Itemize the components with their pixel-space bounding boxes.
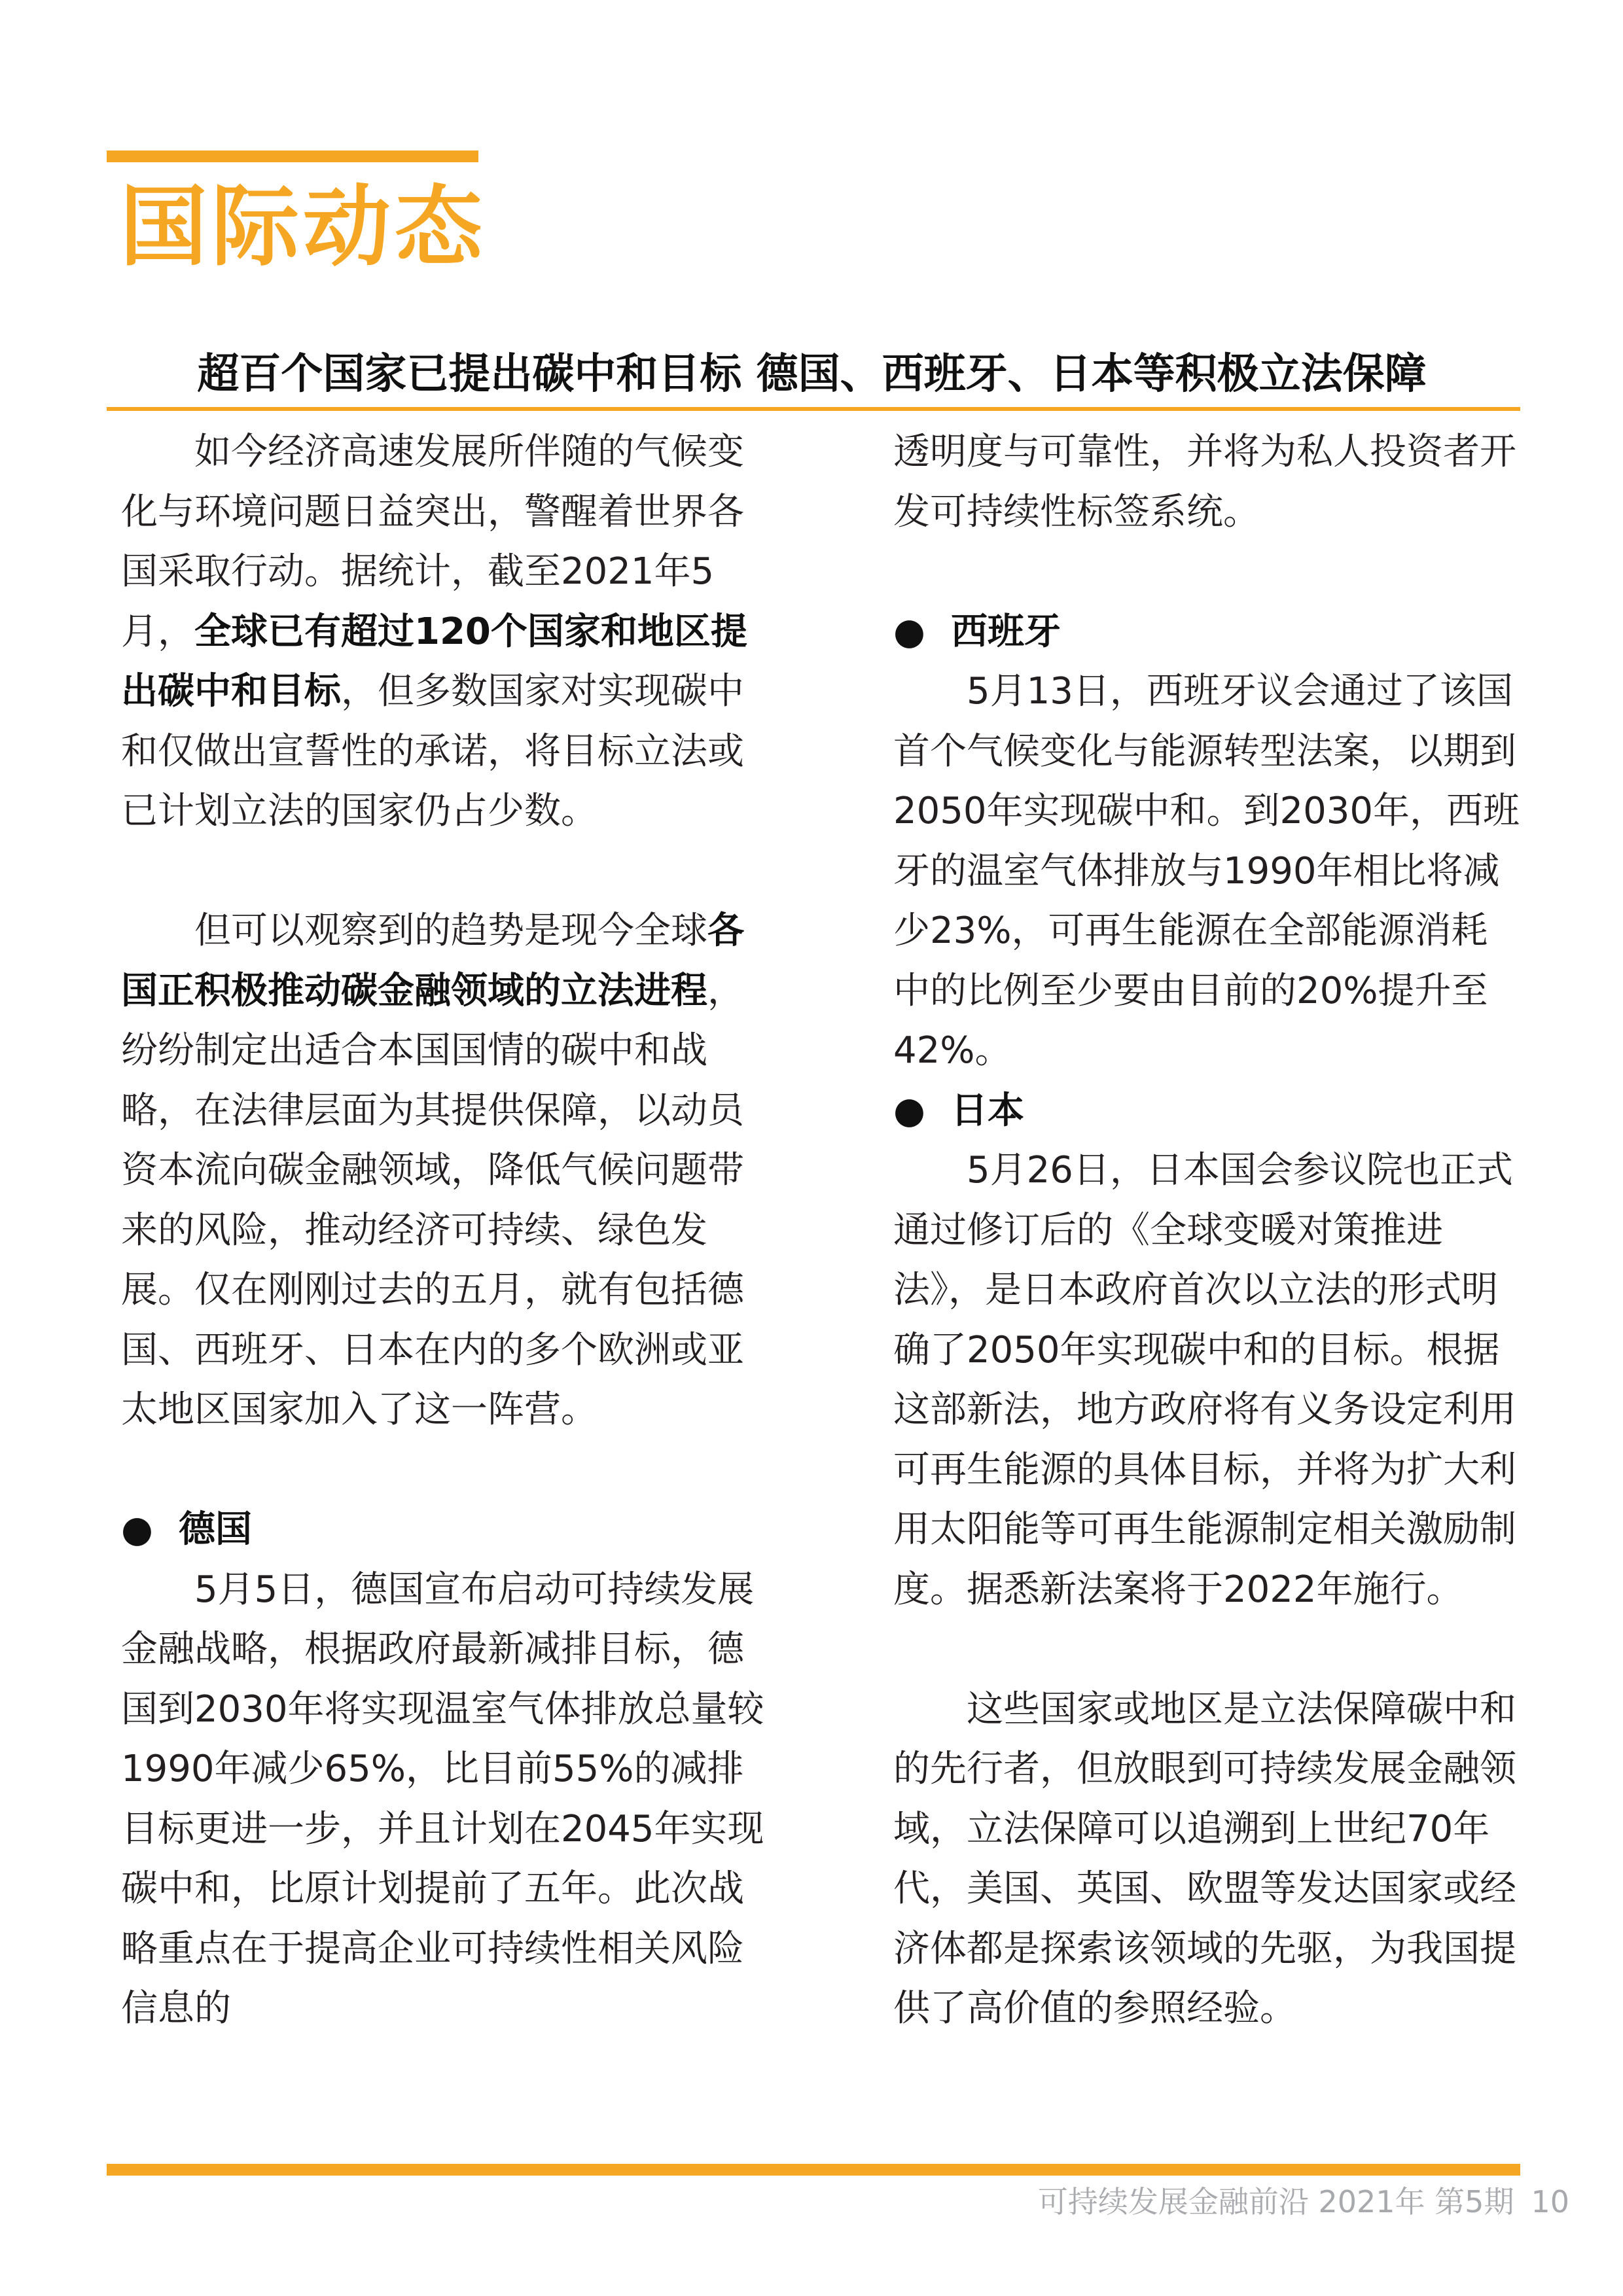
highlight-text: 全球已有超过120个国家和地区提出碳中和目标 — [121, 610, 747, 713]
paragraph-trend: 但可以观察到的趋势是现今全球各国正积极推动碳金融领域的立法进程，纷纷制定出适合本国国情的碳中和战略，在法律层面为其提供保障，以动员资本流向碳金融领域，降低气候问题带来的风险，推动经济可持续、绿色发展。仅在刚刚过去的五月，就有包括德国、西班牙、日本在内的多个欧洲或亚太地区国家加入了这一阵营。 — [121, 910, 744, 1431]
bullet-germany: ● 德国 — [121, 1500, 779, 1560]
title-accent-bar — [107, 150, 478, 162]
headline-divider — [107, 407, 1520, 411]
publication-name: 可持续发展金融前沿 2021年 第5期 — [1037, 2184, 1514, 2219]
page-footer — [1038, 2179, 1569, 2225]
bullet-japan: ● 日本 — [893, 1081, 1522, 1141]
paragraph-spain: 5月13日，西班牙议会通过了该国首个气候变化与能源转型法案，以期到2050年实现碳中和。到2030年，西班牙的温室气体排放与1990年相比将减少23%，可再生能源在全部能源消耗中的比例至少要由目前的20%提升至42%。 — [893, 670, 1520, 1072]
paragraph-japan: 5月26日，日本国会参议院也正式通过修订后的《全球变暖对策推进法》，是日本政府首次以立法的形式明确了2050年实现碳中和的目标。根据这部新法，地方政府将有义务设定利用可再生能源的具体目标，并将为扩大利用太阳能等可再生能源制定相关激励制度。据悉新法案将于2022年施行。 — [893, 1149, 1516, 1611]
bullet-icon: ● — [893, 1089, 925, 1132]
footer-divider — [107, 2164, 1520, 2176]
bullet-icon: ● — [121, 1508, 153, 1551]
article-headline: 超百个国家已提出碳中和目标 德国、西班牙、日本等积极立法保障 — [197, 350, 1427, 398]
page-number: 10 — [1531, 2184, 1569, 2219]
paragraph-germany: 5月5日，德国宣布启动可持续发展金融战略，根据政府最新减排目标，德国到2030年将实现温室气体排放总量较1990年减少65%，比目前55%的减排目标更进一步，并且计划在2045年实现碳中和，比原计划提前了五年。此次战略重点在于提高企业可持续性相关风险信息的 — [121, 1568, 764, 2030]
paragraph-germany-continued: 透明度与可靠性，并将为私人投资者开发可持续性标签系统。 — [893, 431, 1516, 533]
bullet-icon: ● — [893, 610, 925, 653]
right-column — [893, 422, 1522, 2039]
bullet-spain: ● 西班牙 — [893, 602, 1522, 662]
section-title: 国际动态 — [120, 176, 487, 278]
paragraph-intro: 如今经济高速发展所伴随的气候变化与环境问题日益突出，警醒着世界各国采取行动。据统计，截至2021年5月，全球已有超过120个国家和地区提出碳中和目标，但多数国家对实现碳中和仅做出宣誓性的承诺，将目标立法或已计划立法的国家仍占少数。 — [121, 431, 747, 832]
highlight-text: 各国正积极推动碳金融领域的立法进程 — [121, 910, 744, 1012]
left-column — [121, 422, 779, 2039]
paragraph-closing: 这些国家或地区是立法保障碳中和的先行者，但放眼到可持续发展金融领域，立法保障可以追溯到上世纪70年代，美国、英国、欧盟等发达国家或经济体都是探索该领域的先驱，为我国提供了高价值的参照经验。 — [893, 1687, 1516, 2030]
